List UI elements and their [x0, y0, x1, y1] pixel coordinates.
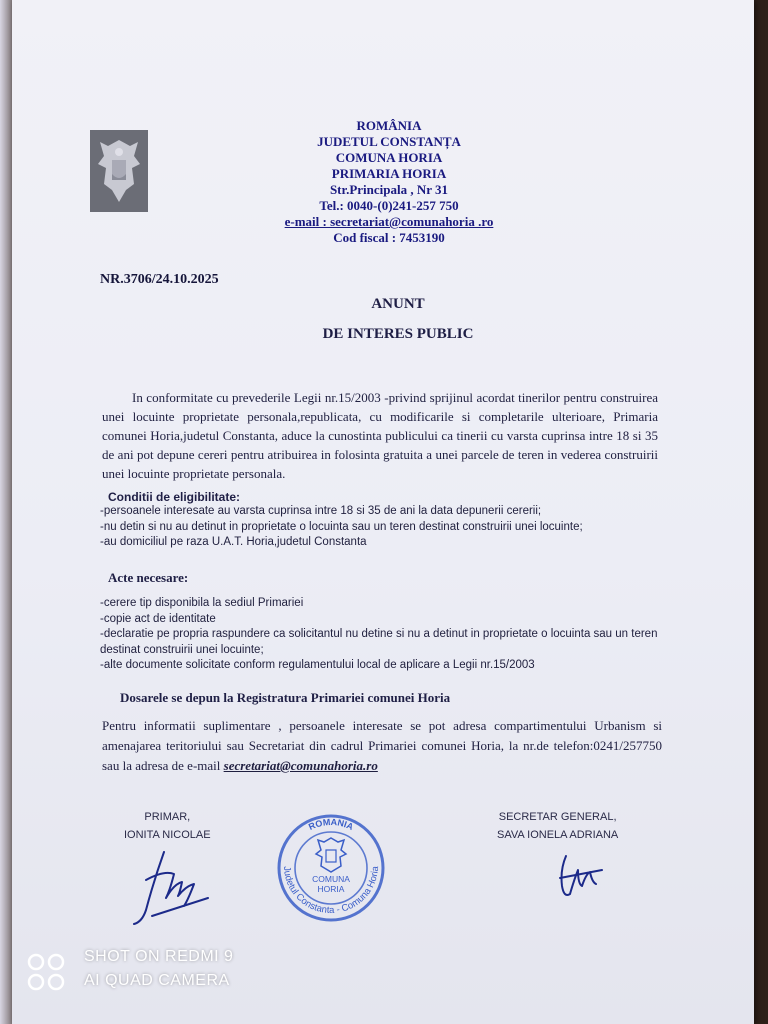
mayor-signature-block: [124, 808, 211, 844]
submission-note: Dosarele se depun la Registratura Primariei comunei Horia: [120, 690, 451, 705]
header-county: JUDETUL CONSTANȚA: [317, 134, 461, 149]
eligibility-list: [100, 504, 680, 551]
romania-coat-of-arms-icon: [90, 130, 148, 212]
secretary-signature-block: [497, 808, 618, 844]
header-country: ROMÂNIA: [356, 118, 422, 133]
list-item: -nu detin si nu au detinut in proprietate o locuinta sau un teren destinat construirii unei locuinte;: [100, 520, 583, 533]
list-item: -cerere tip disponibila la sediul Primariei: [100, 597, 304, 609]
eligibility-heading: Conditii de eligibilitate:: [108, 490, 240, 504]
documents-heading: Acte necesare:: [108, 570, 189, 585]
document-page: [12, 0, 754, 1024]
documents-list: [100, 596, 680, 674]
list-item: -alte documente solicitate conform regulamentului local de aplicare a Legii nr.15/2003: [100, 659, 535, 671]
announcement-subtitle: DE INTERES PUBLIC: [322, 326, 474, 342]
stamp-ring-text: Judetul Constanta - Comuna Horia: [280, 865, 382, 917]
info-text: Pentru informatii suplimentare , persoanele interesate se pot adresa compartimentului Urbanism si amenajarea teritoriului sau Secretariat din cadrul Primariei comunei Horia, la nr.de telefon:0241/257750 sau la adresa de e-mail: [102, 718, 662, 773]
list-item: -au domiciliul pe raza U.A.T. Horia,judetul Constanta: [100, 536, 367, 548]
watermark-line-2: AI QUAD CAMERA: [84, 972, 230, 989]
stamp-crest-icon: [316, 838, 346, 872]
header-street: Str.Principala , Nr 31: [329, 182, 449, 197]
secretary-name: SAVA IONELA ADRIANA: [497, 829, 619, 841]
header-commune: COMUNA HORIA: [335, 150, 443, 165]
institution-header: [264, 118, 514, 246]
header-email: e-mail : secretariat@comunahoria .ro: [284, 214, 494, 229]
quad-camera-icon: [26, 952, 70, 992]
announcement-title: ANUNT: [371, 296, 425, 312]
header-phone: Tel.: 0040-(0)241-257 750: [319, 198, 459, 213]
watermark-line-1: SHOT ON REDMI 9: [84, 948, 234, 965]
intro-paragraph: In conformitate cu prevederile Legii nr.15/2003 -privind sprijinul acordat tinerilor pentru construirea unei locuinte proprietate personala,republicata, cu modificarile si completarile ulterioare, Primaria comunei Horia,judetul Constanta, aduce la cunostinta publicului ca tinerii cu varsta cuprinsa intre 18 si 35 de ani pot depune cereri pentru atribuirea in folosinta gratuita a unei parcele de teren in vederea construirii unei locuinte proprietate personala.: [102, 390, 658, 481]
header-fiscal-code: Cod fiscal : 7453190: [333, 230, 445, 245]
stamp-center-line2: HORIA: [317, 884, 345, 894]
stamp-top-text: ROMANIA: [307, 816, 355, 832]
info-email-link[interactable]: secretariat@comunahoria.ro: [223, 758, 378, 773]
info-paragraph: [102, 716, 662, 776]
list-item: -copie act de identitate: [100, 612, 216, 625]
secretary-handwritten-signature: [552, 850, 608, 902]
mayor-title: PRIMAR,: [144, 811, 191, 823]
mayor-name: IONITA NICOLAE: [124, 829, 211, 841]
secretary-title: SECRETAR GENERAL,: [498, 811, 617, 823]
reference-number: NR.3706/24.10.2025: [100, 272, 219, 287]
list-item: -persoanele interesate au varsta cuprinsa intre 18 si 35 de ani la data depunerii cererii;: [100, 505, 542, 517]
official-stamp: [274, 808, 388, 924]
mayor-handwritten-signature: [124, 840, 214, 930]
header-town-hall: PRIMARIA HORIA: [331, 166, 447, 181]
list-item: -declaratie pe propria raspundere ca solicitantul nu detine si nu a detinut in proprietate o locuinta sau un teren destinat construirii unei locuinte;: [100, 628, 658, 656]
stamp-center-line1: COMUNA: [312, 874, 350, 884]
